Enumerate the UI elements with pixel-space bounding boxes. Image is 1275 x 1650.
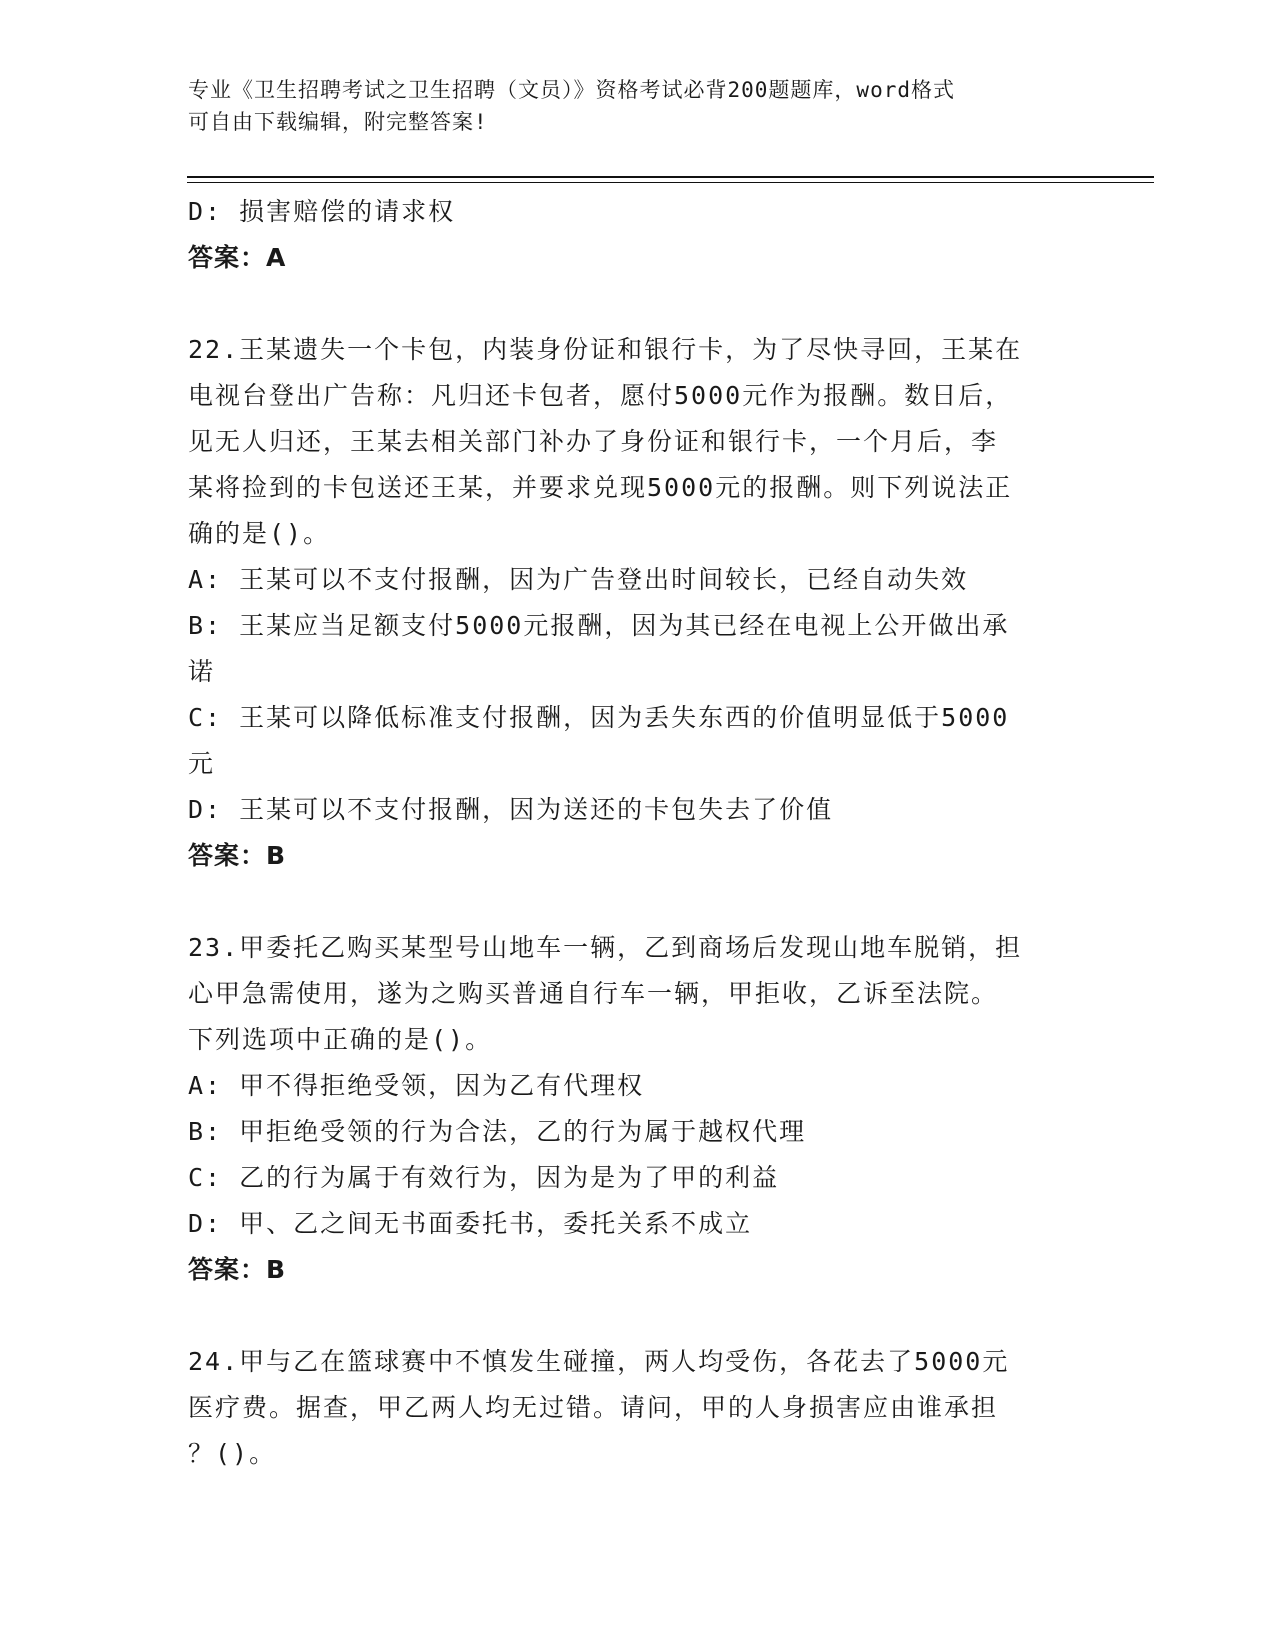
option-d: D: 损害赔偿的请求权 (188, 197, 456, 226)
option-b-continued: 诺 (188, 657, 216, 686)
answer-line: 答案：A (188, 243, 287, 272)
question-stem-line: 某将捡到的卡包送还王某，并要求兑现5000元的报酬。则下列说法正 (188, 473, 1013, 502)
question-24 (188, 1339, 1088, 1477)
answer-line: 答案：B (188, 1255, 287, 1284)
option-c: C: 王某可以降低标准支付报酬，因为丢失东西的价值明显低于5000 (188, 703, 1010, 732)
header-line: 专业《卫生招聘考试之卫生招聘（文员）》资格考试必背200题题库，word格式 (188, 78, 955, 102)
question-stem-line: 下列选项中正确的是()。 (188, 1025, 493, 1054)
header-line: 可自由下载编辑，附完整答案! (188, 110, 488, 134)
option-a: A: 王某可以不支付报酬，因为广告登出时间较长，已经自动失效 (188, 565, 969, 594)
spacer (188, 879, 1088, 925)
question-stem-line: 24.甲与乙在篮球赛中不慎发生碰撞，两人均受伤，各花去了5000元 (188, 1347, 1010, 1376)
question-21-tail (188, 189, 1088, 281)
question-stem-line: 医疗费。据查，甲乙两人均无过错。请问，甲的人身损害应由谁承担 (188, 1393, 999, 1422)
header-rule-thick (187, 176, 1154, 178)
answer-line: 答案：B (188, 841, 287, 870)
option-c: C: 乙的行为属于有效行为，因为是为了甲的利益 (188, 1163, 780, 1192)
question-stem-line: 电视台登出广告称：凡归还卡包者，愿付5000元作为报酬。数日后， (188, 381, 1013, 410)
question-stem-line: 确的是()。 (188, 519, 331, 548)
spacer (188, 281, 1088, 327)
option-c-continued: 元 (188, 749, 216, 778)
document-header (188, 74, 1088, 138)
question-stem-line: 23.甲委托乙购买某型号山地车一辆，乙到商场后发现山地车脱销，担 (188, 933, 1023, 962)
spacer (188, 1293, 1088, 1339)
option-b: B: 甲拒绝受领的行为合法，乙的行为属于越权代理 (188, 1117, 807, 1146)
question-stem-line: 22.王某遗失一个卡包，内装身份证和银行卡，为了尽快寻回，王某在 (188, 335, 1023, 364)
option-d: D: 甲、乙之间无书面委托书，委托关系不成立 (188, 1209, 753, 1238)
option-b: B: 王某应当足额支付5000元报酬，因为其已经在电视上公开做出承 (188, 611, 1010, 640)
header-rule-thin (187, 182, 1154, 183)
question-stem-line: ？()。 (188, 1439, 277, 1468)
question-stem-line: 见无人归还，王某去相关部门补办了身份证和银行卡，一个月后，李 (188, 427, 999, 456)
option-d: D: 王某可以不支付报酬，因为送还的卡包失去了价值 (188, 795, 834, 824)
question-22 (188, 327, 1088, 879)
document-body (188, 189, 1088, 1477)
option-a: A: 甲不得拒绝受领，因为乙有代理权 (188, 1071, 645, 1100)
question-23 (188, 925, 1088, 1293)
question-stem-line: 心甲急需使用，遂为之购买普通自行车一辆，甲拒收，乙诉至法院。 (188, 979, 999, 1008)
